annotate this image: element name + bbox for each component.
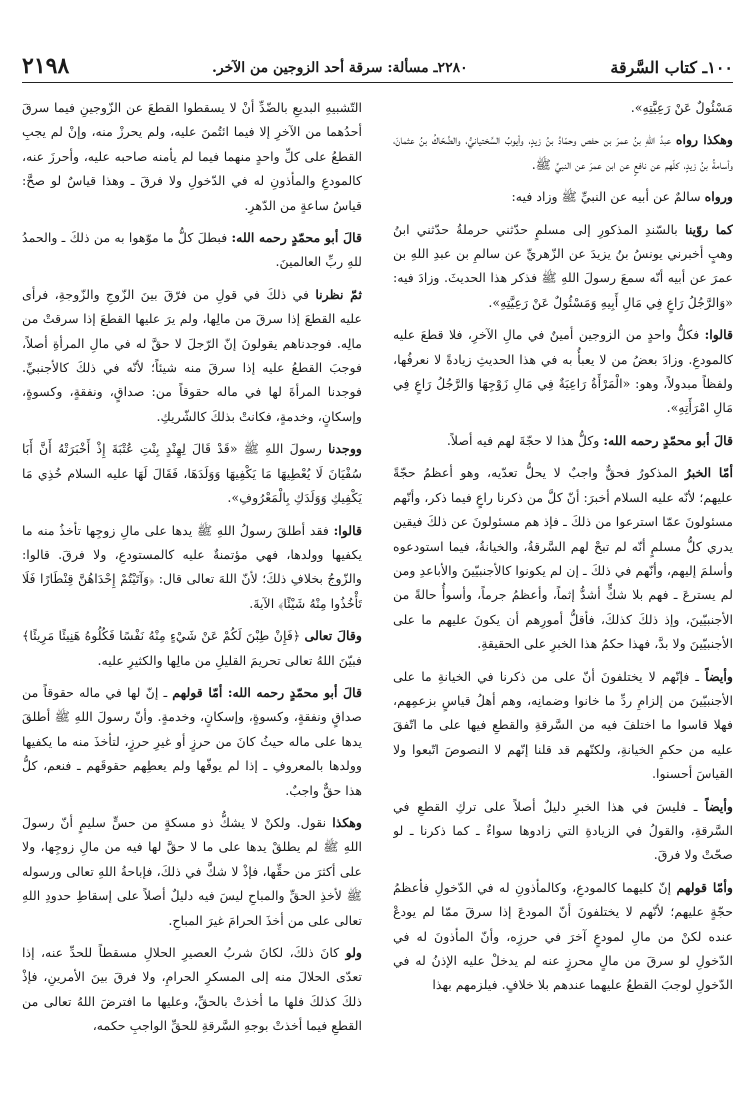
paragraph-lead: أمّا الخبرُ (684, 465, 733, 481)
paragraph (393, 429, 733, 453)
paragraph-text: التّشبيهِ البديعِ بالضّدِّ أنْ لا يسقطوا القطعَ عن الزّوجينِ فيما سرقَ أحدُهما من الآخرِ إلا فيما ائتُمنَ عليه، ولم يحرزْ منه، وإنْ لم يجبِ القطعُ على كلِّ واحدٍ منهما فيما لم يأمنه صاحبه عليه، وأحرزَ عنه، كالمودعِ والمأذونِ له في الدّخولِ ولا فرقَ ـ وهذا قياسٌ لو صحَّ: قياسُ ساعةٍ من الدّهرِ. (22, 100, 362, 213)
paragraph-lead: كما روّينا (684, 221, 733, 237)
paragraph-text: المذكورُ فحقٌّ واجبٌ لا يحلُّ تعدّيه، وهو أعظمُ حجّةً عليهم؛ لأنّه عليه السلام أخبرَ: أنّ كلَّ من ذكرنا راعٍ فيما ذكر، وأنّهم مسئولونَ عمّا استرعوا من ذلكَ ـ فإذ هم مسئولونَ عن ذلكَ فيقين يدري كلُّ مسلمٍ أنّه لم تبحْ لهم السَّرقةُ، والخيانةُ، فيما استودعوه وأسلمَ إليهم، وأنّهم في ذلكَ ـ إن لم يكونوا كالأجنبيّينَ والأباعدِ ومن لم يسترعَ ـ فهم بلا شكٍّ أشدُّ إثماً، وأعظمُ جرماً، وأسوأُ حالةً من الأجنبيّينَ، وإذ ذلكَ كذلكَ، فأقلُّ أمورِهم أن يكونَ عليهم ما على الأجنبيّينَ ولا بدَّ، فهذا حكمُ هذا الخبرِ على الحقيقةِ. (393, 465, 733, 652)
paragraph-lead: وأيضاً (705, 668, 733, 684)
paragraph-text: بالسّندِ المذكورِ إلى مسلمٍ حدّثني حرملةُ حدّثني ابنُ وهبٍ أخبرني يونسُ بنُ يزيدَ عن الزّهريِّ عن سالمِ بن عبدِ اللهِ بن عمرَ عن أبيه أنّه سمعَ رسولَ اللهِ ﷺ فذكر هذا الحديثَ. وزادَ فيه: «وَالرَّجُلُ رَاعٍ فِي مَالِ أَبِيهِ وَمَسْئُولٌ عَنْ رَعِيَّتِهِ». (393, 221, 733, 310)
paragraph (393, 795, 733, 868)
paragraph-lead: وأمّا قولهم (676, 879, 733, 895)
paragraph-lead: قالوا: (704, 327, 733, 343)
paragraph-lead: وقالَ تعالى (304, 628, 362, 644)
paragraph-text: في ذلكَ في قولِ من فرّقَ بينَ الزّوجِ والزّوجةِ، فرأى عليه القطعَ إذا سرقَ من مالِها، ولم يرَ عليها القطعَ إذا سرقتْ من مالِه. فوجدناهم يقولونَ إنّ الرّجلَ لا حقَّ له في مالِ المرأةِ أصلاً، فوجبَ القطعُ عليه إذا سرقَ منه شيئاً؛ لأنّه في ذلكَ كالأجنبيِّ. فوجدنا المرأةَ لها في ماله حقوقاً من: صداقٍ، ونفقةٍ، وكسوةٍ، وإسكانٍ، وخدمةٍ، فكانتْ بذلكَ كالشّريكِ. (22, 286, 362, 424)
paragraph (393, 461, 733, 656)
paragraph (22, 226, 362, 275)
paragraph (393, 665, 733, 787)
paragraph-text: رسولَ اللهِ ﷺ «قَدْ قَالَ لِهِنْدٍ بِنْتِ عُتْبَةَ إِذْ أَخْبَرَتْهُ أَنَّ أَبَا سُفْيَانَ لَا يُعْطِيهَا مَا يَكْفِيهَا وَوَلَدَهَا، فَقَالَ لَهَا عليه السلام خُذِي مَا يَكْفِيكِ وَوَلَدَكِ بِالْمَعْرُوفِ». (22, 441, 362, 506)
right-column (393, 96, 733, 1096)
paragraph (22, 941, 362, 1039)
paragraph (22, 519, 362, 617)
paragraph-lead: قالَ أبو محمّدٍ رحمه الله: أمّا قولهم (172, 684, 362, 700)
page-header (22, 48, 733, 83)
paragraph-text: إنّ كليهما كالمودعِ، وكالمأذونِ له في الدّخولِ فأعظمُ حجّةٍ عليهم؛ لأنّهم لا يختلفونَ أنّ المودعَ إذا سرقَ ممّا لم يودعْ عنده لكنْ من مالِ لمودعٍ آخرَ في حرزِه، وأنّ المأذونَ له في الدّخولِ لو سرقَ من مالٍ محرزٍ عنه لم يدخلْ عليه الإذنُ له في الدّخولِ لوجبَ القطعُ عليهما عندهم بلا خلافٍ. فيلزمهم بهذا (393, 879, 733, 993)
paragraph-text: ﴿فَإِنْ طِبْنَ لَكُمْ عَنْ شَيْءٍ مِنْهُ نَفْسًا فَكُلُوهُ هَنِيئًا مَرِيئًا﴾ فبيّنَ اللهُ تعالى تحريمَ القليلِ من مالِها والكثيرِ عليه. (22, 628, 362, 668)
paragraph-text: وكلُّ هذا لا حجّةَ لهم فيه أصلاً. (446, 432, 604, 448)
page-number: ٢١٩٨ (22, 53, 70, 79)
paragraph-text: فقد أطلقَ رسولُ اللهِ ﷺ يدها على مالِ زوجِها تأخذُ منه ما يكفيها وولدها، فهي مؤتمنةٌ عليه كالمستودعِ، ولا فرقَ. قالوا: والزّوجُ بخلافِ ذلكَ؛ لأنّ اللهَ تعالى قال: ﴿وَآتَيْتُمْ إِحْدَاهُنَّ قِنْطَارًا فَلَا تَأْخُذُوا مِنْهُ شَيْئًا﴾ الآيةَ. (22, 522, 362, 611)
paragraph-lead: ووجدنا (328, 441, 362, 457)
left-column (22, 96, 362, 1096)
paragraph (22, 283, 362, 429)
paragraph (393, 876, 733, 998)
paragraph-text: فبطلَ كلُّ ما موّهوا به من ذلكَ ـ والحمدُ للهِ ربِّ العالمينَ. (22, 230, 362, 270)
paragraph-lead: ولو (345, 945, 362, 960)
paragraph (393, 185, 733, 209)
paragraph (393, 128, 733, 177)
paragraph-lead: قالَ أبو محمّدٍ رحمه الله: (231, 230, 362, 246)
paragraph-lead: وهكذا (332, 814, 362, 830)
paragraph-text: نقول. ولكنْ لا يشكُّ ذو مسكةٍ من حسٍّ سليمٍ أنّ رسولَ اللهِ ﷺ لم يطلقْ يدها على ما لا حقَّ لها فيه من مالِ زوجِها، ولا على أكثرَ من حقِّها، فإذْ لا شكَّ في ذلكَ، فإباحةُ اللهِ تعالى ورسوله ﷺ لأخذِ الحقِّ والمباحِ ليسَ فيه دليلٌ أصلاً على إسقاطِ حدودِ اللهِ تعالى على من أخذَ الحرامَ غيرَ المباحِ. (22, 814, 362, 928)
paragraph-text: سالمٌ عن أبيه عن النبيِّ ﷺ وزاد فيه: (511, 189, 705, 205)
paragraph (22, 811, 362, 933)
paragraph (22, 437, 362, 510)
paragraph (22, 96, 362, 218)
paragraph-lead: ثمّ نظرنا (315, 286, 362, 302)
paragraph-text: عبدُ اللهِ بنُ عمرَ بن حفص وحمّادُ بنُ زيدٍ، وأيوبُ السَّختيانيُّ، والضَّحّاكُ بنُ عثمانَ، وأسامةُ بنُ زيدٍ، كلّهم عن نافعٍ عن ابن عمرَ عن النبيِّ ﷺ. (393, 132, 733, 172)
paragraph-text: مَسْئُولٌ عَنْ رَعِيَّتِهِ». (630, 100, 733, 115)
paragraph-text: ـ إنّ لها في ماله حقوقاً من صداقٍ ونفقةٍ، وكسوةٍ، وإسكانٍ، وخدمةٍ. وأنّ رسولَ اللهِ ﷺ أطلقَ يدها على ماله حيثُ كانَ من حرزٍ أو غيرِ حرزٍ، لتأخذَ منه ما يكفيها وولدها بالمعروفِ ـ إذا لم يوفّها ولم يعطِهم حقوقَهم ـ فنعم، كلُّ هذا حقٌّ واجبٌ. (22, 684, 362, 798)
paragraph-lead: وهكذا رواه (675, 132, 733, 148)
paragraph-lead: قالوا: (333, 522, 362, 538)
paragraph (22, 624, 362, 673)
paragraph-text: ـ فليسَ في هذا الخبرِ دليلٌ أصلاً على تركِ القطعِ في السَّرقةِ، والقولُ في الزيادةِ التي زادوها سواءٌ ـ كما ذكرنا ـ لو صحّتْ ولا فرقَ. (393, 798, 733, 863)
paragraph-lead: وأيضاً (705, 798, 733, 814)
paragraph-lead: ورواه (704, 189, 733, 205)
paragraph-text: فكلُّ واحدٍ من الزوجين أمينٌ في مالِ الآخرِ، فلا قطعَ عليه كالمودعِ. وزادَ بعضُ من لا يعبأُ به في هذا الحديثِ زيادةً لا نعرفُها، ولفظاً مبدولاً، وهو: «الْمَرْأَةُ رَاعِيَةٌ فِي مَالِ زَوْجِهَا وَالرَّجُلُ رَاعٍ فِي مَالِ امْرَأَتِهِ». (393, 327, 733, 416)
paragraph (393, 218, 733, 316)
paragraph-lead: قالَ أبو محمّدٍ رحمه الله: (603, 432, 733, 448)
issue-title: ٢٢٨٠ـ مسألة: سرقة أحد الزوجين من الآخر. (212, 60, 468, 76)
paragraph (393, 96, 733, 120)
book-title: ١٠٠ـ كتاب السَّرقة (610, 58, 733, 77)
paragraph (22, 681, 362, 803)
paragraph (393, 323, 733, 421)
paragraph-text: ـ فإنّهم لا يختلفونَ أنّ على من ذكرنا في الخيانةِ ما على الأجنبيّينَ من إلزامِ ردِّ ما خانوا وضمانِه، وهم أهلُ قياسٍ بزعمِهم، فهلا قاسوا ما اختلفَ فيه من السَّرقةِ والقطعِ فيها على ما اتّفقَ عليه من حكمِ الخيانةِ، ولكنّهم قد قلنا إنّهم لا النصوصَ اتّبعوا ولا القياسَ أحسنوا. (393, 668, 733, 782)
paragraph-text: كانَ ذلكَ، لكانَ شربُ العصيرِ الحلالِ مسقطاً للحدِّ عنه، إذا تعدّى الحلالَ منه إلى المسكرِ الحرامِ، ولا فرقَ بينَ الأمرينِ، فإذْ ذلكَ كذلكَ فلها ما أخذتْ بالحقِّ، وعليها ما افترضَ اللهُ تعالى من القطعِ فيما أخذتْ بوجهِ السَّرقةِ للحقِّ الواجبِ حكمه، (22, 945, 362, 1034)
